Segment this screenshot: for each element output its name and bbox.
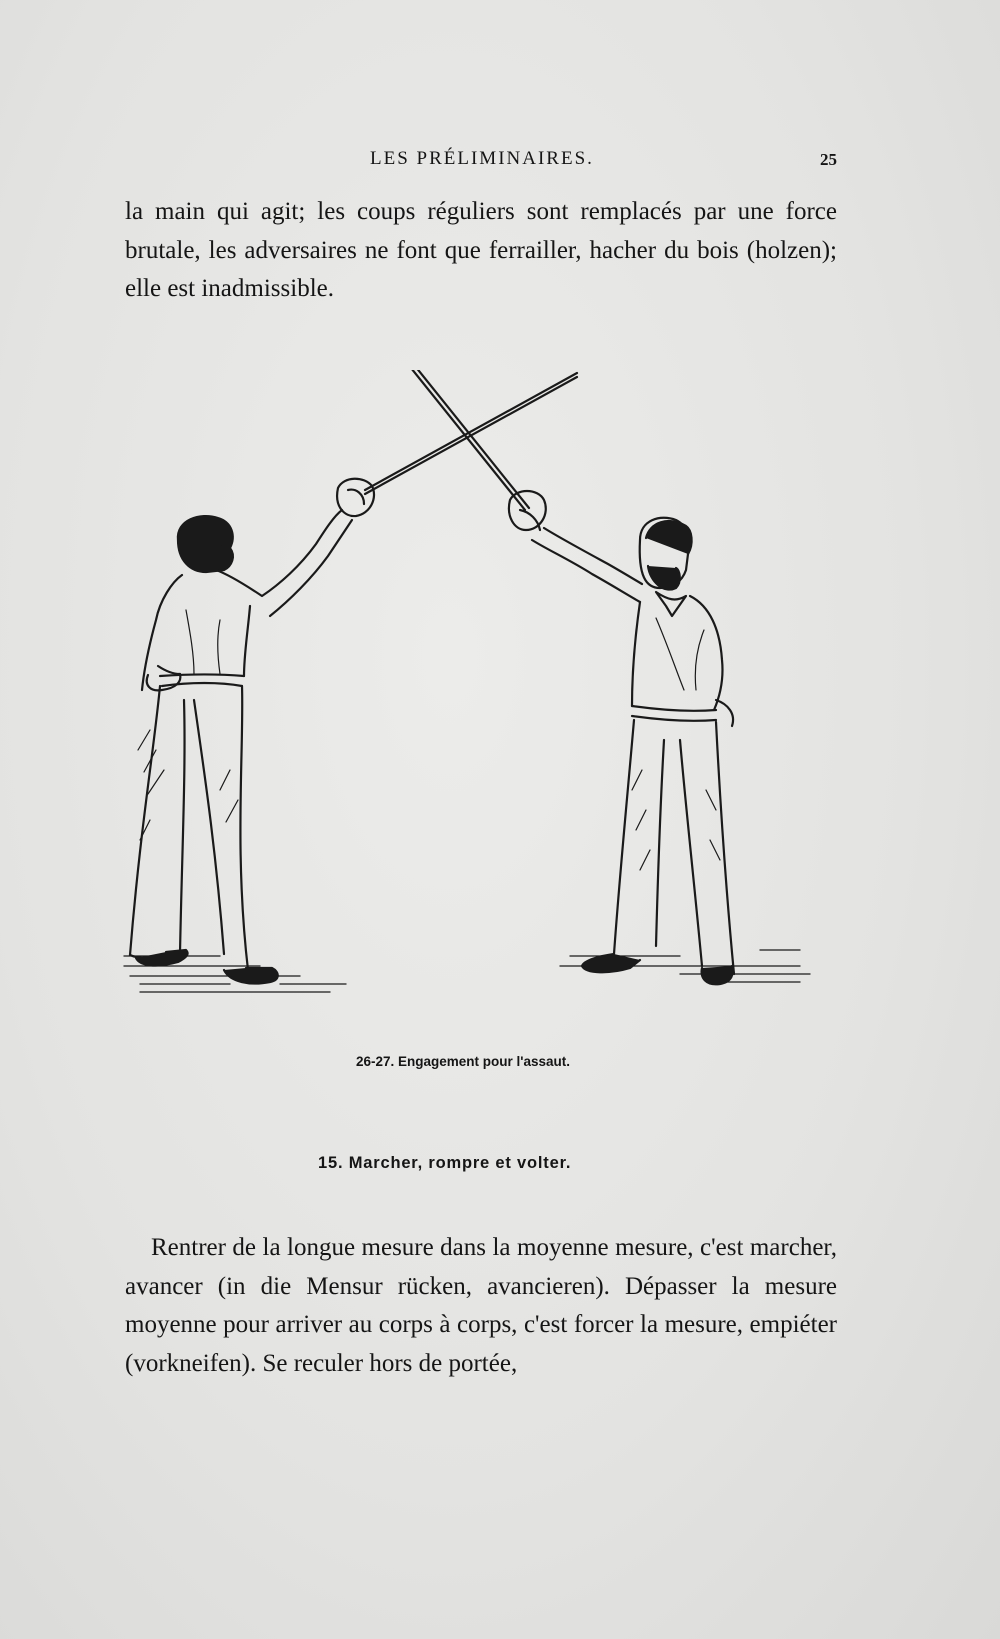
left-fencer-sabre: [365, 373, 577, 494]
paragraph-1: la main qui agit; les coups réguliers sont remplacés par une force brutale, les adversaires ne font que ferrailler, hacher du bois (holzen); elle est inadmissible.: [125, 198, 837, 302]
section-heading: 15. Marcher, rompre et volter.: [318, 1154, 572, 1172]
page-number: 25: [820, 150, 837, 169]
fencing-illustration: [120, 370, 840, 1050]
right-fencer-sabre: [403, 370, 529, 510]
right-fencer: [509, 491, 734, 984]
left-fencer: [130, 479, 374, 984]
paragraph-2: Rentrer de la longue mesure dans la moyenne mesure, c'est marcher, avancer (in die Mensur rücken, avancieren). Dépasser la mesure moyenne pour arriver au corps à corps, c'est forcer la mesure, empiéter (vorkneifen). Se reculer hors de portée,: [125, 1234, 837, 1377]
figure-caption: 26-27. Engagement pour l'assaut.: [356, 1054, 571, 1069]
running-head: LES PRÉLIMINAIRES.: [370, 148, 594, 169]
